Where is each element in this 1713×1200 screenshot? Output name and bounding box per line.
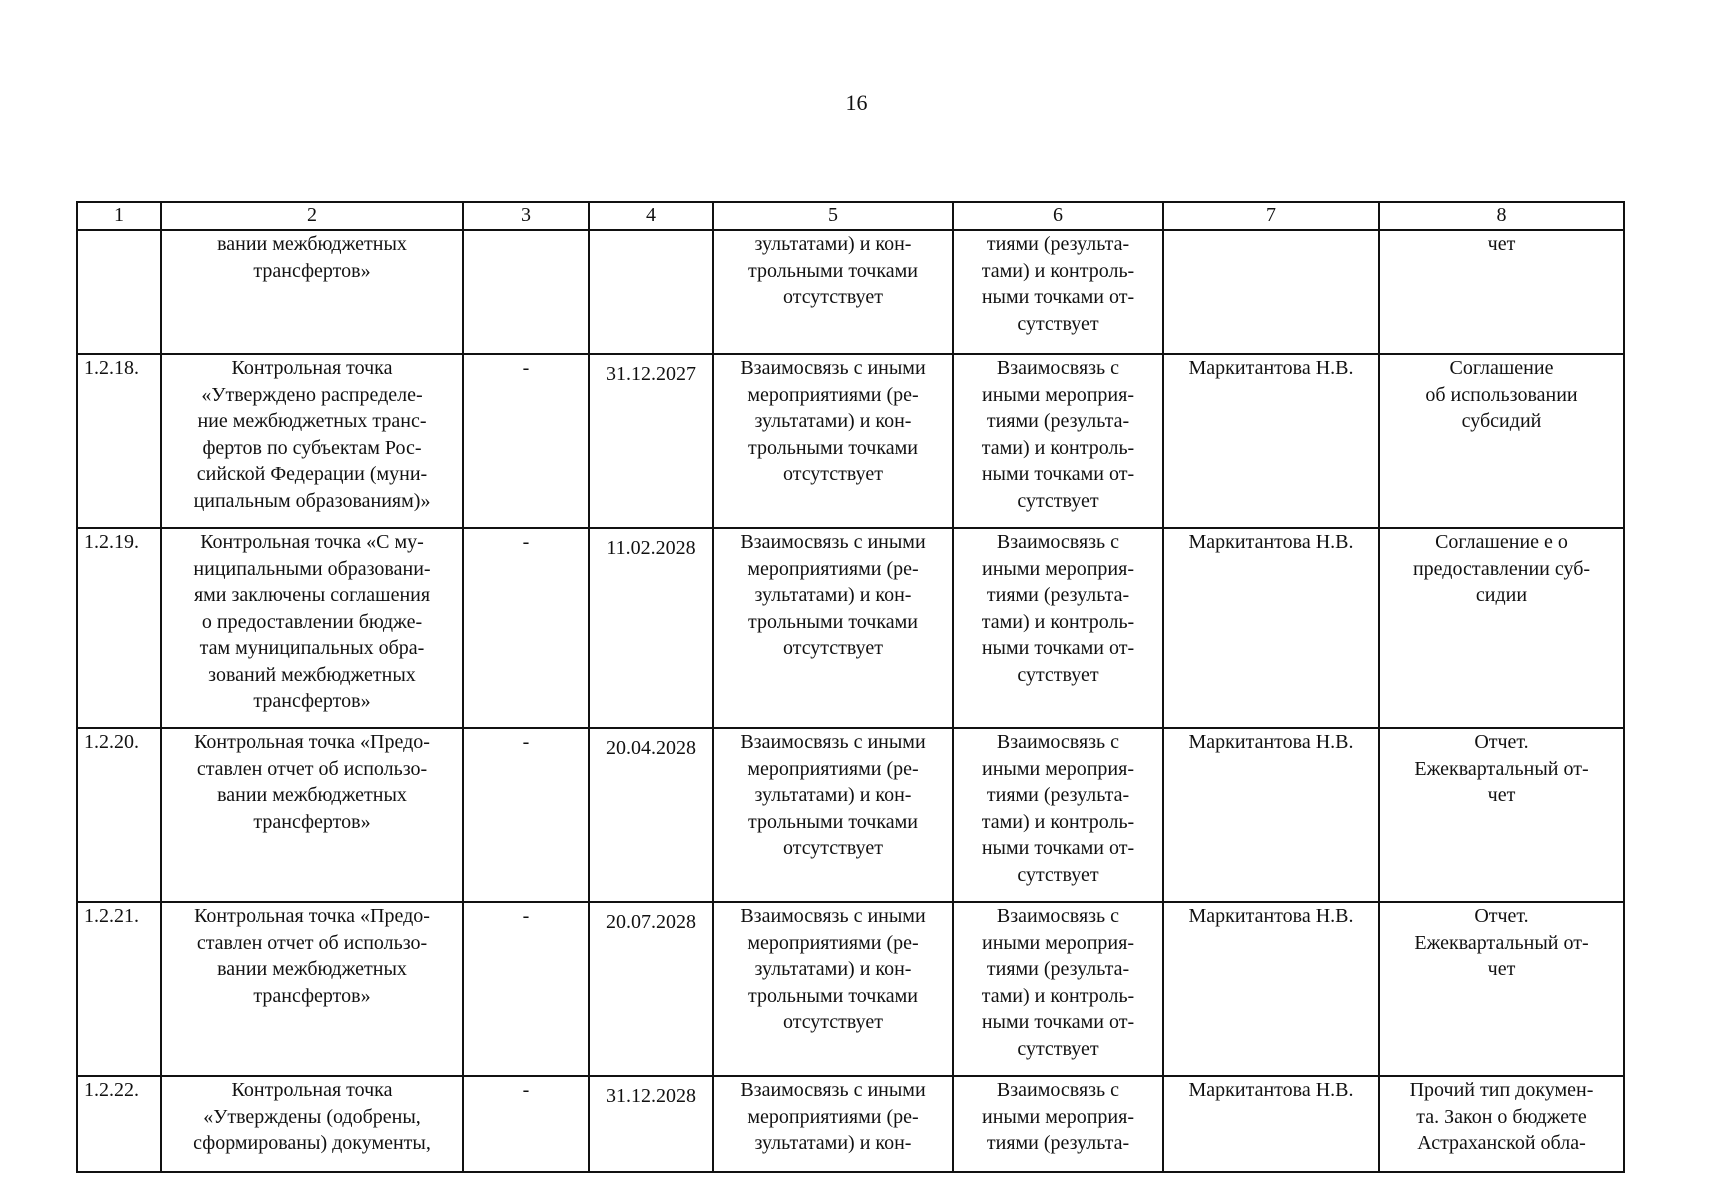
document-type: Соглашение об использовании субсидий bbox=[1379, 354, 1624, 528]
responsible-person: Маркитантова Н.В. bbox=[1163, 728, 1379, 902]
control-points-table bbox=[76, 201, 1625, 1173]
document-type: чет bbox=[1379, 230, 1624, 354]
control-point-name: Контрольная точка «Утверждены (одобрены, сформированы) документы, bbox=[161, 1076, 463, 1172]
deadline-date: 31.12.2028 bbox=[589, 1076, 713, 1172]
responsible-person: Маркитантова Н.В. bbox=[1163, 902, 1379, 1076]
column-header: 1 bbox=[77, 202, 161, 230]
row-number: 1.2.21. bbox=[77, 902, 161, 1076]
relation-activities: Взаимосвязь с иными мероприятиями (ре- зультатами) и кон- трольными точками отсутствует bbox=[713, 528, 953, 728]
control-point-name: Контрольная точка «Предо- ставлен отчет об использо- вании межбюджетных трансфертов» bbox=[161, 728, 463, 902]
relation-activities-2: Взаимосвязь с иными мероприя- тиями (результа- тами) и контроль- ными точками от- сутствует bbox=[953, 354, 1163, 528]
row-number bbox=[77, 230, 161, 354]
column-header: 3 bbox=[463, 202, 589, 230]
relation-activities-2: Взаимосвязь с иными мероприя- тиями (результа- тами) и контроль- ными точками от- сутствует bbox=[953, 902, 1163, 1076]
column-3-value bbox=[463, 230, 589, 354]
column-header: 7 bbox=[1163, 202, 1379, 230]
responsible-person bbox=[1163, 230, 1379, 354]
control-point-name: Контрольная точка «Предо- ставлен отчет об использо- вании межбюджетных трансфертов» bbox=[161, 902, 463, 1076]
relation-activities: Взаимосвязь с иными мероприятиями (ре- зультатами) и кон- трольными точками отсутствует bbox=[713, 354, 953, 528]
control-point-name: Контрольная точка «Утверждено распределе- ние межбюджетных транс- фертов по субъектам Рос- сийской Федерации (муни- ципальным образованиям)» bbox=[161, 354, 463, 528]
relation-activities: Взаимосвязь с иными мероприятиями (ре- зультатами) и кон- bbox=[713, 1076, 953, 1172]
relation-activities-2: тиями (результа- тами) и контроль- ными точками от- сутствует bbox=[953, 230, 1163, 354]
column-3-value: - bbox=[463, 354, 589, 528]
relation-activities-2: Взаимосвязь с иными мероприя- тиями (результа- тами) и контроль- ными точками от- сутствует bbox=[953, 728, 1163, 902]
table-row bbox=[77, 728, 1624, 902]
column-3-value: - bbox=[463, 902, 589, 1076]
row-number: 1.2.22. bbox=[77, 1076, 161, 1172]
relation-activities: Взаимосвязь с иными мероприятиями (ре- зультатами) и кон- трольными точками отсутствует bbox=[713, 902, 953, 1076]
responsible-person: Маркитантова Н.В. bbox=[1163, 528, 1379, 728]
responsible-person: Маркитантова Н.В. bbox=[1163, 354, 1379, 528]
column-header: 5 bbox=[713, 202, 953, 230]
deadline-date bbox=[589, 230, 713, 354]
deadline-date: 31.12.2027 bbox=[589, 354, 713, 528]
relation-activities: зультатами) и кон- трольными точками отсутствует bbox=[713, 230, 953, 354]
row-number: 1.2.18. bbox=[77, 354, 161, 528]
column-header: 8 bbox=[1379, 202, 1624, 230]
control-point-name: вании межбюджетных трансфертов» bbox=[161, 230, 463, 354]
column-header: 6 bbox=[953, 202, 1163, 230]
column-header: 2 bbox=[161, 202, 463, 230]
relation-activities-2: Взаимосвязь с иными мероприя- тиями (результа- bbox=[953, 1076, 1163, 1172]
relation-activities: Взаимосвязь с иными мероприятиями (ре- зультатами) и кон- трольными точками отсутствует bbox=[713, 728, 953, 902]
column-number-header-row bbox=[77, 202, 1624, 230]
column-header: 4 bbox=[589, 202, 713, 230]
relation-activities-2: Взаимосвязь с иными мероприя- тиями (результа- тами) и контроль- ными точками от- сутствует bbox=[953, 528, 1163, 728]
column-3-value: - bbox=[463, 528, 589, 728]
document-type: Отчет. Ежеквартальный от- чет bbox=[1379, 728, 1624, 902]
row-number: 1.2.19. bbox=[77, 528, 161, 728]
deadline-date: 20.04.2028 bbox=[589, 728, 713, 902]
column-3-value: - bbox=[463, 1076, 589, 1172]
deadline-date: 20.07.2028 bbox=[589, 902, 713, 1076]
column-3-value: - bbox=[463, 728, 589, 902]
document-type: Прочий тип докумен- та. Закон о бюджете Астраханской обла- bbox=[1379, 1076, 1624, 1172]
document-type: Соглашение е о предоставлении суб- сидии bbox=[1379, 528, 1624, 728]
table-row bbox=[77, 1076, 1624, 1172]
control-point-name: Контрольная точка «С му- ниципальными образовани- ями заключены соглашения о предоставлении бюдже- там муниципальных обра- зований межбюджетных трансфертов» bbox=[161, 528, 463, 728]
table-row bbox=[77, 902, 1624, 1076]
document-type: Отчет. Ежеквартальный от- чет bbox=[1379, 902, 1624, 1076]
row-number: 1.2.20. bbox=[77, 728, 161, 902]
responsible-person: Маркитантова Н.В. bbox=[1163, 1076, 1379, 1172]
page-number: 16 bbox=[845, 90, 868, 115]
table-row bbox=[77, 528, 1624, 728]
table-row bbox=[77, 230, 1624, 354]
deadline-date: 11.02.2028 bbox=[589, 528, 713, 728]
table-row bbox=[77, 354, 1624, 528]
